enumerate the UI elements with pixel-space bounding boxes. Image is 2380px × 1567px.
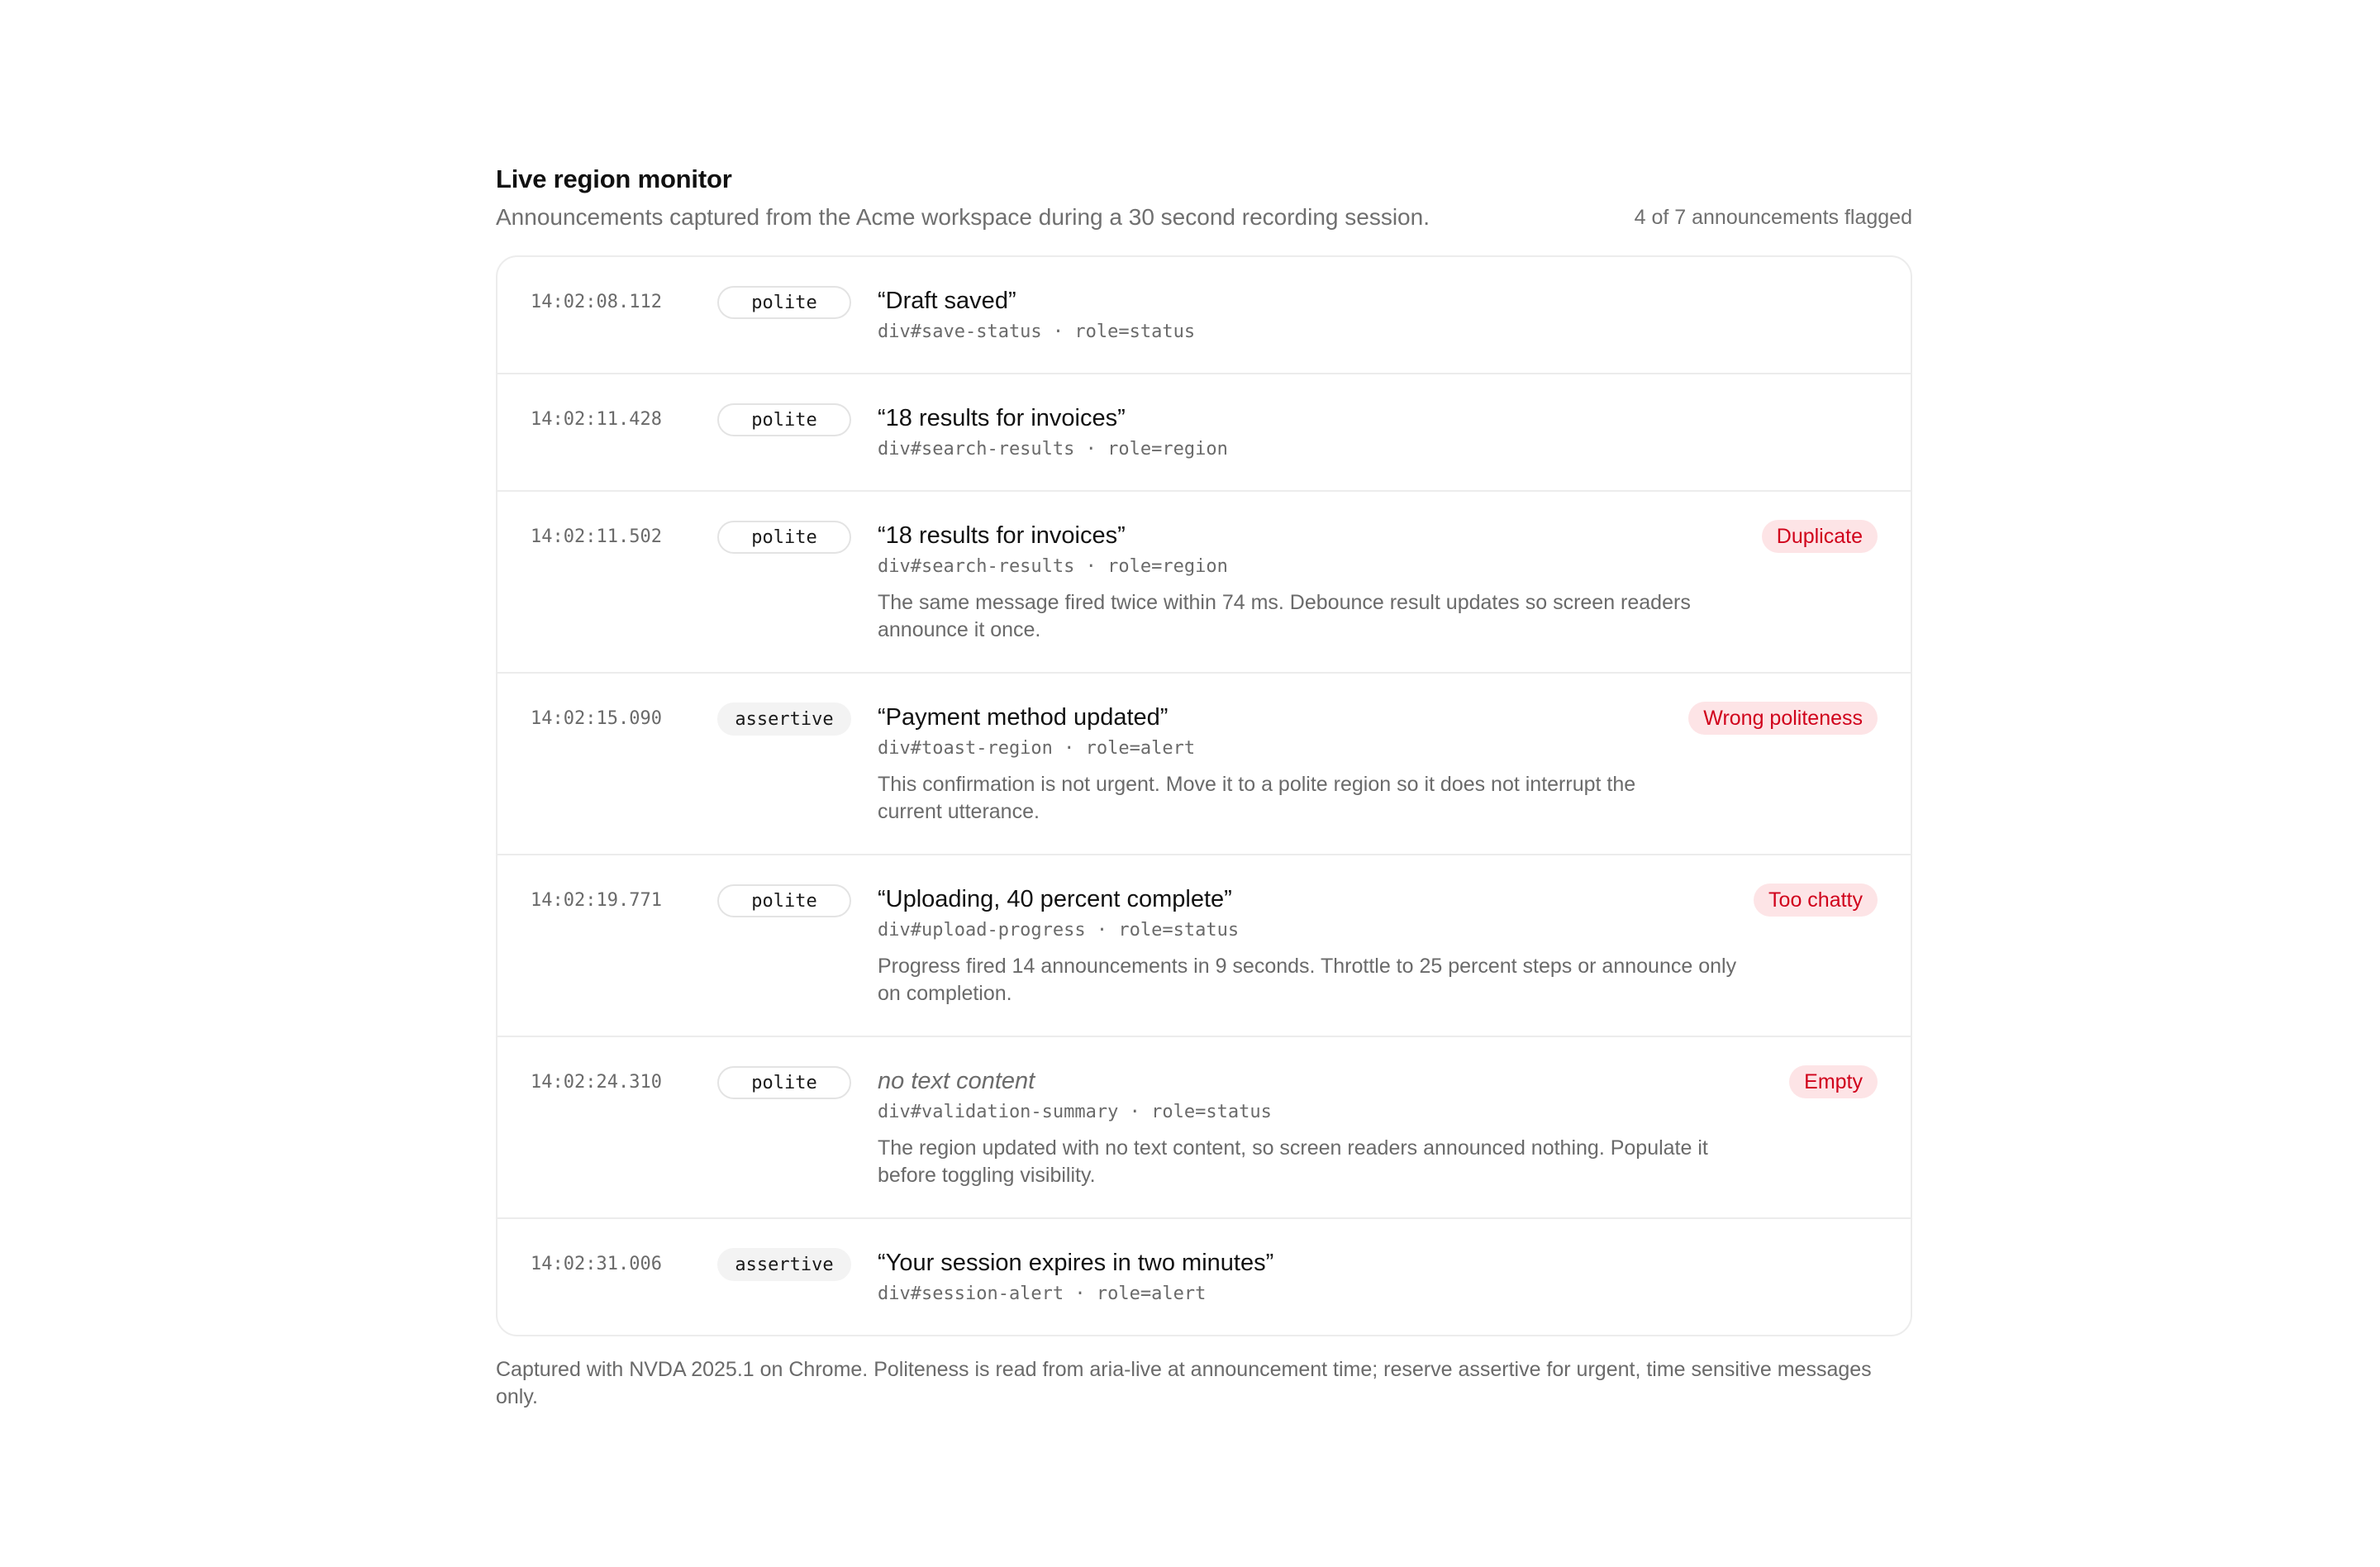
announcement-row bbox=[497, 1217, 1911, 1335]
announcement-row bbox=[497, 854, 1911, 1036]
header-text bbox=[496, 161, 1430, 234]
announcement-source: div#save-status · role=status bbox=[878, 321, 1196, 342]
politeness-badge: polite bbox=[717, 521, 851, 554]
announcement-message: “Your session expires in two minutes” bbox=[878, 1250, 1274, 1276]
issue-description: The region updated with no text content, so screen readers announced nothing. Populate it before toggling visibility. bbox=[878, 1136, 1708, 1187]
page-title: Live region monitor bbox=[496, 164, 732, 193]
politeness-cell bbox=[717, 285, 878, 319]
announcement-time: 14:02:08.112 bbox=[531, 292, 662, 312]
announcement-body bbox=[878, 1247, 1878, 1307]
announcement-message: “Payment method updated” bbox=[878, 704, 1169, 731]
announcement-source: div#session-alert · role=alert bbox=[878, 1284, 1207, 1304]
issue-badge: Wrong politeness bbox=[1688, 702, 1878, 735]
announcement-source: div#validation-summary · role=status bbox=[878, 1102, 1272, 1122]
announcement-source: div#toast-region · role=alert bbox=[878, 738, 1196, 759]
issue-description: This confirmation is not urgent. Move it to a polite region so it does not interrupt the current utterance. bbox=[878, 773, 1636, 823]
announcement-message: “18 results for invoices” bbox=[878, 405, 1126, 431]
announcement-time: 14:02:24.310 bbox=[531, 1072, 662, 1093]
footer-note: Captured with NVDA 2025.1 on Chrome. Politeness is read from aria-live at announcement time; reserve assertive for urgent, time sensitive messages only. bbox=[496, 1358, 1872, 1408]
politeness-badge: polite bbox=[717, 403, 851, 436]
page-subtitle: Announcements captured from the Acme workspace during a 30 second recording session. bbox=[496, 204, 1430, 230]
announcement-row bbox=[497, 257, 1911, 373]
politeness-cell bbox=[717, 1247, 878, 1281]
announcement-source: div#upload-progress · role=status bbox=[878, 920, 1240, 941]
politeness-cell bbox=[717, 520, 878, 554]
politeness-badge: polite bbox=[717, 884, 851, 917]
issue-badge: Duplicate bbox=[1762, 520, 1878, 553]
announcement-message: no text content bbox=[878, 1068, 1035, 1094]
politeness-badge: polite bbox=[717, 1066, 851, 1099]
announcement-row bbox=[497, 490, 1911, 672]
issue-description: Progress fired 14 announcements in 9 seconds. Throttle to 25 percent steps or announce only on completion. bbox=[878, 955, 1737, 1005]
live-region-monitor bbox=[496, 161, 1912, 1411]
flagged-count: 4 of 7 announcements flagged bbox=[1634, 206, 1912, 229]
announcement-time: 14:02:15.090 bbox=[531, 708, 662, 729]
politeness-cell bbox=[717, 402, 878, 436]
announcement-row bbox=[497, 1036, 1911, 1217]
announcement-message: “18 results for invoices” bbox=[878, 522, 1126, 549]
announcement-body bbox=[878, 402, 1878, 462]
announcement-body bbox=[878, 520, 1878, 644]
politeness-badge: assertive bbox=[717, 1248, 851, 1281]
politeness-cell bbox=[717, 1065, 878, 1099]
announcement-body bbox=[878, 1065, 1878, 1189]
politeness-cell bbox=[717, 884, 878, 917]
header bbox=[496, 161, 1912, 234]
issue-badge: Too chatty bbox=[1754, 884, 1878, 917]
politeness-badge: polite bbox=[717, 286, 851, 319]
announcement-source: div#search-results · role=region bbox=[878, 556, 1228, 577]
announcement-time: 14:02:19.771 bbox=[531, 890, 662, 911]
issue-description: The same message fired twice within 74 ms. Debounce result updates so screen readers announce it once. bbox=[878, 591, 1691, 641]
announcement-message: “Draft saved” bbox=[878, 288, 1016, 314]
announcement-row bbox=[497, 373, 1911, 490]
announcement-time: 14:02:11.428 bbox=[531, 409, 662, 430]
announcement-source: div#search-results · role=region bbox=[878, 439, 1228, 460]
announcement-row bbox=[497, 672, 1911, 854]
announcement-body bbox=[878, 884, 1878, 1007]
announcement-list bbox=[496, 255, 1912, 1336]
announcement-time: 14:02:31.006 bbox=[531, 1254, 662, 1274]
issue-badge: Empty bbox=[1789, 1065, 1878, 1098]
announcement-body bbox=[878, 285, 1878, 345]
announcement-message: “Uploading, 40 percent complete” bbox=[878, 886, 1232, 912]
announcement-time: 14:02:11.502 bbox=[531, 526, 662, 547]
politeness-cell bbox=[717, 702, 878, 736]
politeness-badge: assertive bbox=[717, 703, 851, 736]
